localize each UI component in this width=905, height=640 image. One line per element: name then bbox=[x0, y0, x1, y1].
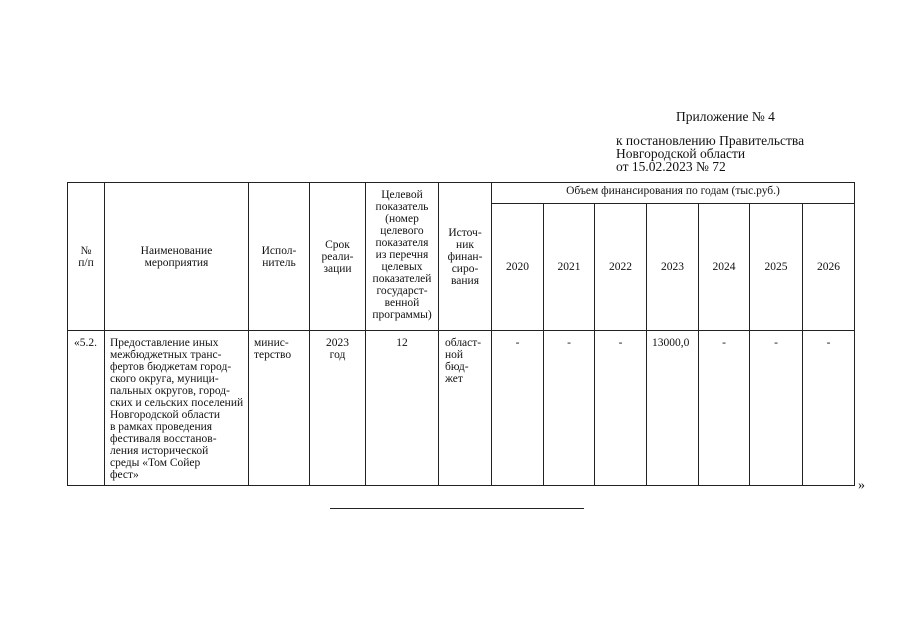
row-value: - bbox=[699, 331, 750, 486]
year-header: 2025 bbox=[750, 204, 803, 331]
table-header-row bbox=[68, 183, 855, 204]
col-header-num: № п/п bbox=[68, 183, 105, 331]
row-term: 2023 год bbox=[310, 331, 366, 486]
year-header: 2021 bbox=[544, 204, 595, 331]
closing-quote: » bbox=[858, 478, 865, 493]
appendix-title: Приложение № 4 bbox=[676, 109, 775, 124]
row-value: - bbox=[750, 331, 803, 486]
decree-line-2: Новгородской области bbox=[616, 146, 746, 161]
separator-line bbox=[330, 508, 584, 509]
table-row bbox=[68, 331, 855, 486]
year-header: 2020 bbox=[492, 204, 544, 331]
financing-table bbox=[67, 182, 855, 486]
row-value: - bbox=[595, 331, 647, 486]
row-activity-name: Предоставление иных межбюджетных транс- фертов бюджетам город- ского округа, муници- пальных округов, город- ских и сельских поселений Новгородской области в рамках проведения фестиваля восстанов- ления исторической среды «Том Сойер фест» bbox=[105, 331, 249, 486]
row-value: - bbox=[544, 331, 595, 486]
decree-line-1: к постановлению Правительства bbox=[616, 133, 805, 148]
year-header: 2023 bbox=[647, 204, 699, 331]
year-header: 2022 bbox=[595, 204, 647, 331]
col-header-target: Целевой показатель (номер целевого показателя из перечня целевых показателей государст- венной программы) bbox=[366, 183, 439, 331]
row-value: - bbox=[803, 331, 855, 486]
row-source: област- ной бюд- жет bbox=[439, 331, 492, 486]
row-value: 13000,0 bbox=[647, 331, 699, 486]
col-header-name: Наименование мероприятия bbox=[105, 183, 249, 331]
row-value: - bbox=[492, 331, 544, 486]
year-header: 2024 bbox=[699, 204, 750, 331]
col-header-financing: Объем финансирования по годам (тыс.руб.) bbox=[492, 183, 855, 204]
appendix-header bbox=[616, 110, 804, 173]
row-target: 12 bbox=[366, 331, 439, 486]
col-header-term: Срок реали- зации bbox=[310, 183, 366, 331]
decree-line-3: от 15.02.2023 № 72 bbox=[616, 159, 726, 174]
year-header: 2026 bbox=[803, 204, 855, 331]
row-executor: минис- терство bbox=[249, 331, 310, 486]
col-header-executor: Испол- нитель bbox=[249, 183, 310, 331]
row-number: «5.2. bbox=[68, 331, 105, 486]
col-header-source: Источ- ник финан- сиро- вания bbox=[439, 183, 492, 331]
